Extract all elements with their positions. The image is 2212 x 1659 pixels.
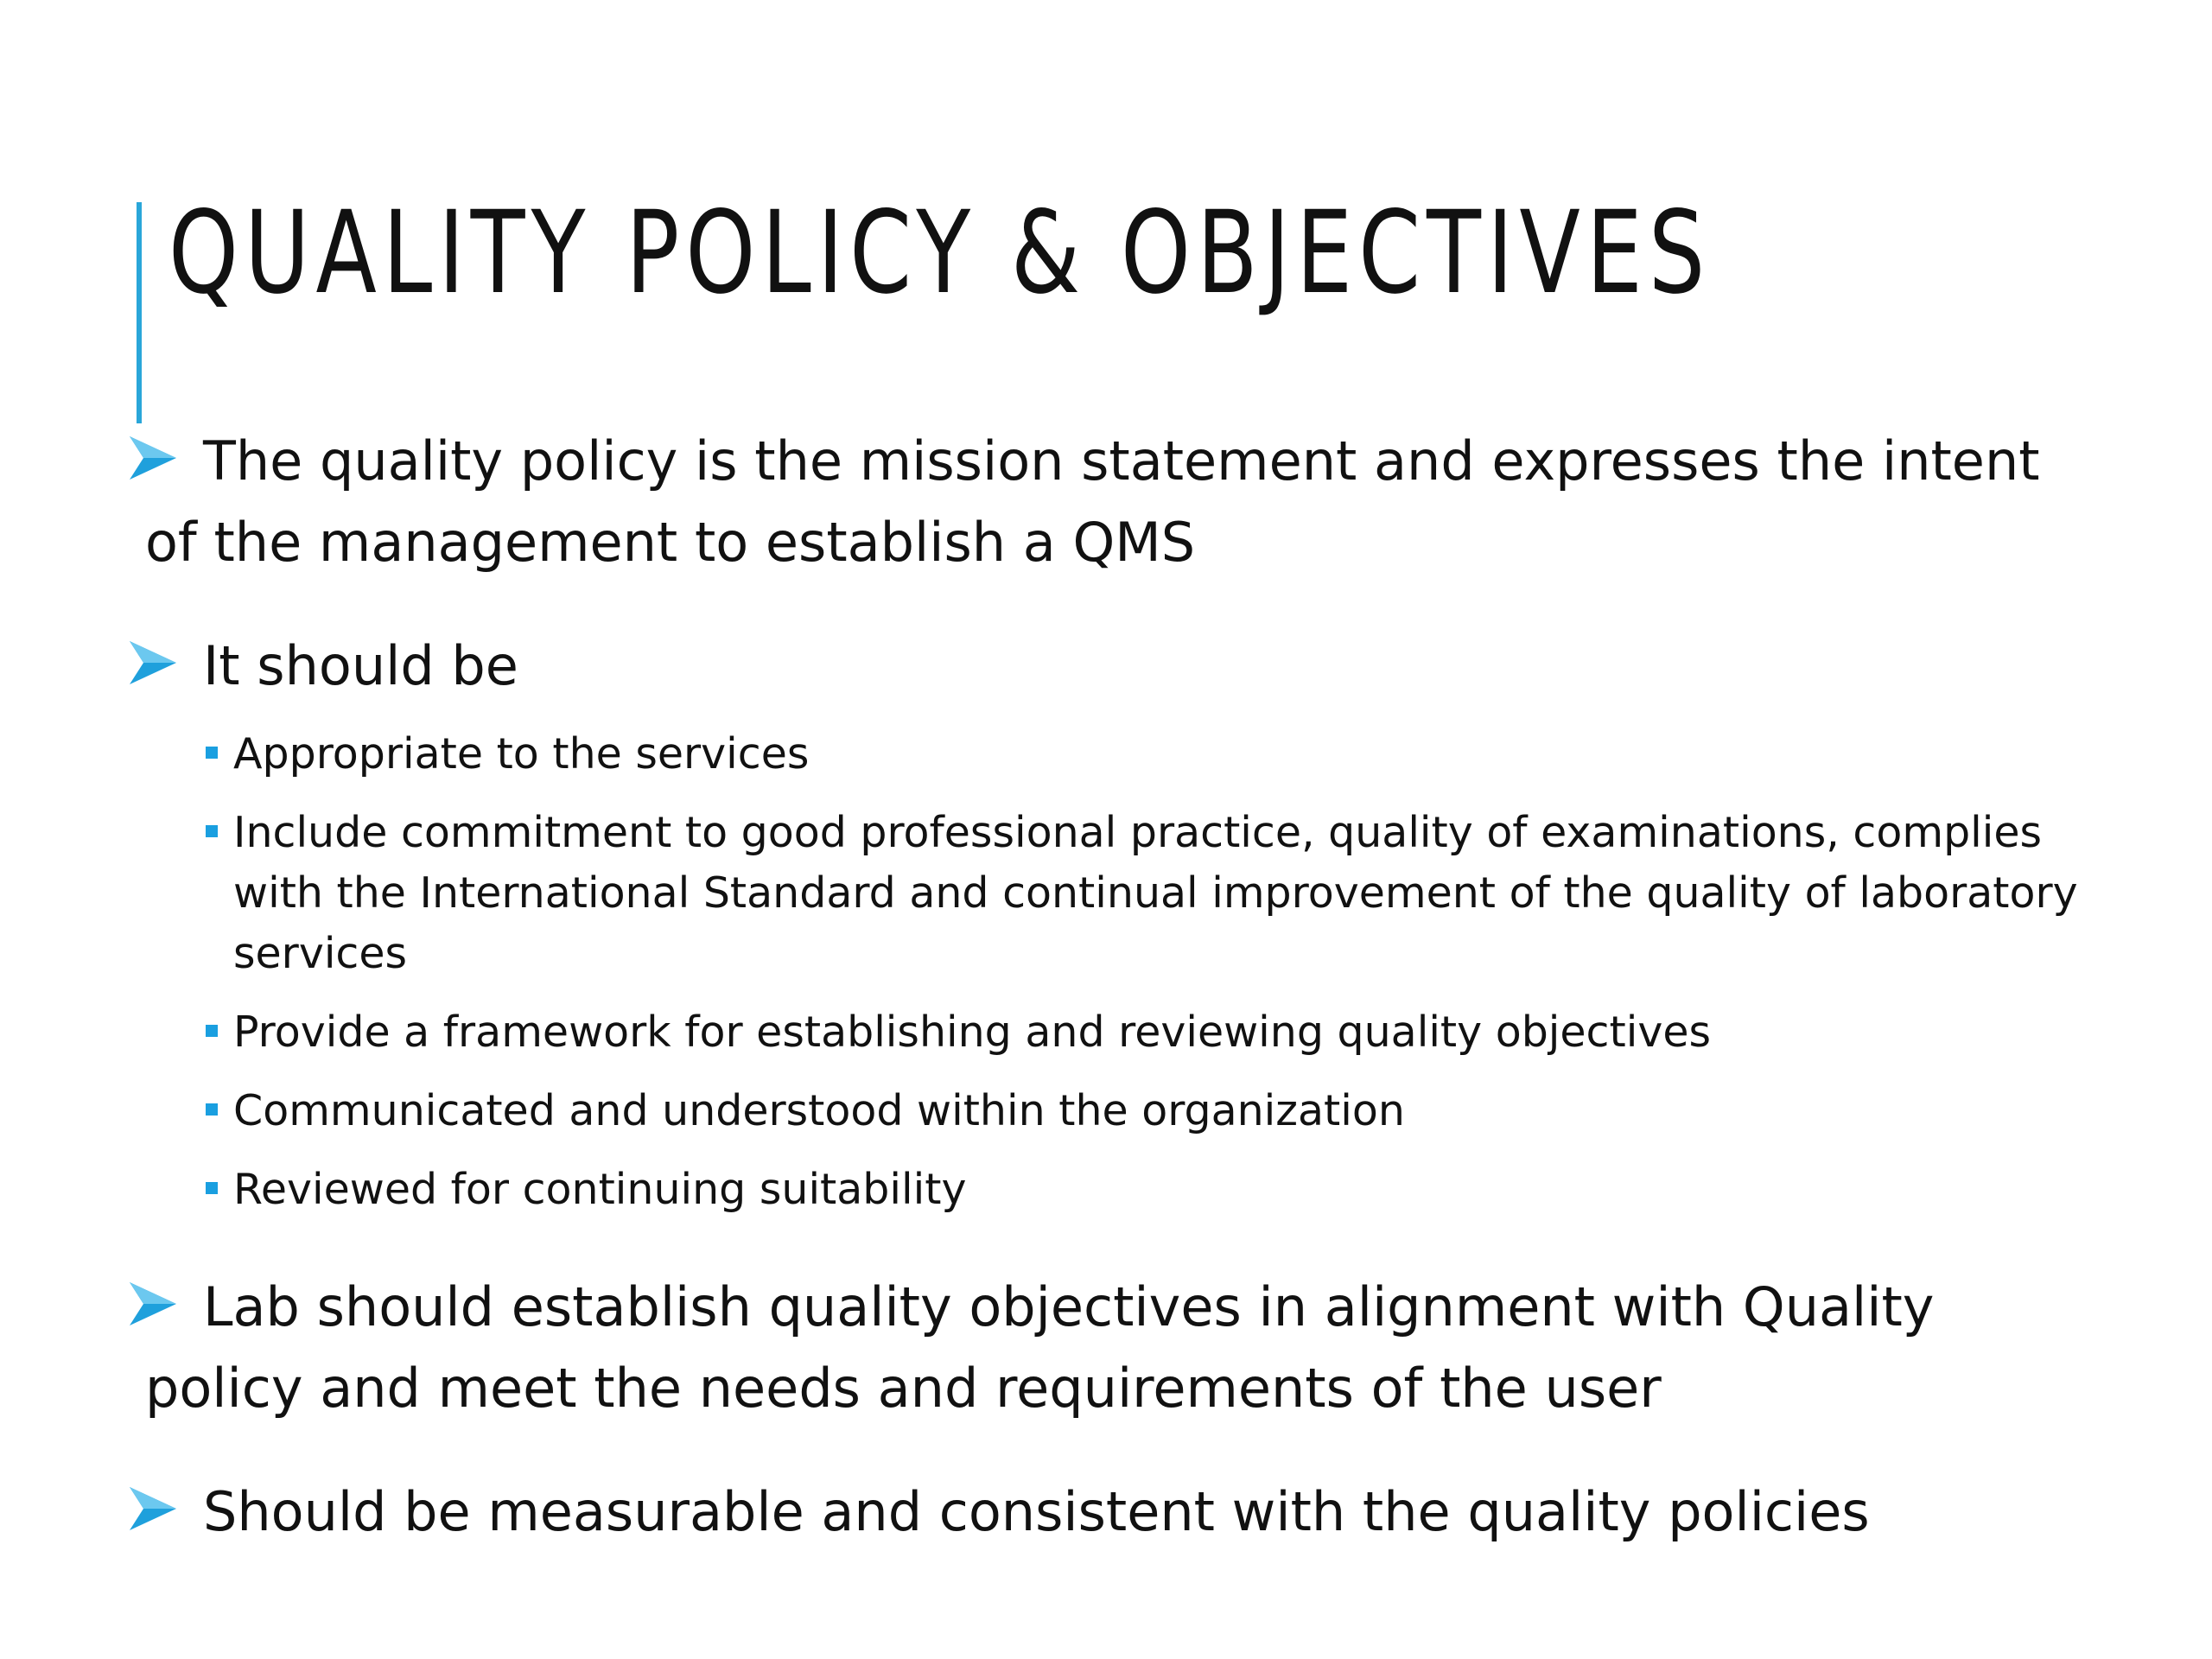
sub-bullet-text: Appropriate to the services	[233, 729, 810, 779]
sub-bullet-item	[233, 1002, 2117, 1063]
sub-bullet-item	[233, 724, 2117, 785]
sub-bullet-item	[233, 803, 2117, 984]
sub-bullet-text: Provide a framework for establishing and reviewing quality objectives	[233, 1007, 1711, 1057]
sub-bullet-item	[233, 1081, 2117, 1141]
arrow-bullet-icon	[128, 1484, 178, 1534]
sub-bullet-text: Include commitment to good professional practice, quality of examinations, complies with the International Standard and continual improvement of the quality of laboratory services	[233, 808, 2078, 978]
bullet-item	[145, 1267, 2089, 1429]
square-bullet-icon	[206, 1182, 218, 1194]
bullet-text: It should be	[203, 634, 518, 697]
bullet-item	[145, 1471, 2089, 1553]
square-bullet-icon	[206, 1103, 218, 1116]
arrow-bullet-icon	[128, 1279, 178, 1329]
arrow-bullet-icon	[128, 638, 178, 688]
square-bullet-icon	[206, 1025, 218, 1037]
sub-bullet-text: Communicated and understood within the organization	[233, 1086, 1405, 1135]
square-bullet-icon	[206, 825, 218, 837]
sub-bullet-item	[233, 1160, 2117, 1220]
sub-bullet-text: Reviewed for continuing suitability	[233, 1165, 967, 1214]
bullet-text: Should be measurable and consistent with the quality policies	[203, 1480, 1870, 1543]
bullet-item	[145, 421, 2089, 583]
arrow-bullet-icon	[128, 433, 178, 483]
bullet-item	[145, 626, 2089, 707]
square-bullet-icon	[206, 747, 218, 759]
bullet-text: The quality policy is the mission statement and expresses the intent of the management to establish a QMS	[145, 429, 2040, 574]
bullet-text: Lab should establish quality objectives in alignment with Quality policy and meet the needs and requirements of the user	[145, 1275, 1935, 1420]
slide-title: QUALITY POLICY & OBJECTIVES	[168, 187, 1712, 320]
